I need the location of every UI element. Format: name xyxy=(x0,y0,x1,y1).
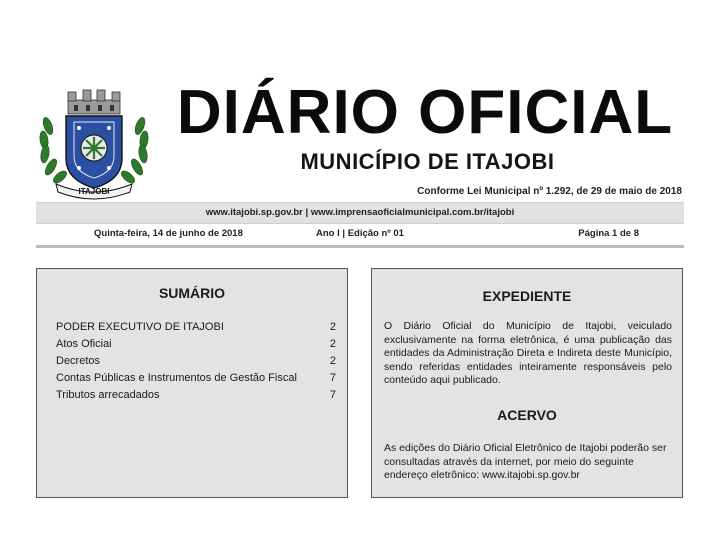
header-divider xyxy=(36,245,684,248)
municipality-name: MUNICÍPIO DE ITAJOBI xyxy=(300,149,555,174)
summary-item-page: 7 xyxy=(329,389,336,401)
acervo-text: As edições do Diário Oficial Eletrônico de Itajobi poderão ser consultadas através da internet, por meio do seguinte endereço eletrônico: www.itajobi.sp.gov.br xyxy=(384,442,667,481)
summary-box xyxy=(36,268,348,498)
url-bar: www.itajobi.sp.gov.br | www.imprensaoficialmunicipal.com.br/itajobi xyxy=(36,202,684,224)
acervo-title: ACERVO xyxy=(497,407,557,423)
newspaper-title: DIÁRIO OFICIAL xyxy=(176,78,674,147)
summary-title: SUMÁRIO xyxy=(158,285,226,301)
crest-ribbon-text: ITAJOBI xyxy=(78,187,110,196)
summary-item-page: 2 xyxy=(329,355,336,367)
issue-date: Quinta-feira, 14 de junho de 2018 xyxy=(94,228,243,239)
page-indicator: Página 1 de 8 xyxy=(578,228,639,239)
summary-item-page: 7 xyxy=(329,372,336,384)
summary-item[interactable] xyxy=(56,387,336,404)
issue-info-row xyxy=(36,223,684,245)
summary-item-label: Atos Oficiai xyxy=(56,338,112,350)
summary-item-label: PODER EXECUTIVO DE ITAJOBI xyxy=(56,321,224,333)
summary-item[interactable] xyxy=(56,319,336,336)
summary-item-label: Contas Públicas e Instrumentos de Gestão Fiscal xyxy=(56,372,297,384)
expediente-title: EXPEDIENTE xyxy=(482,288,572,304)
coat-of-arms-icon xyxy=(34,88,154,200)
expediente-text: O Diário Oficial do Município de Itajobi, veiculado exclusivamente na forma eletrônica, é uma publicação das entidades da Administração Direta e Indireta deste Município, sendo referidas entidades inteiramente responsáveis pelo conteúdo aqui publicado. xyxy=(384,320,672,386)
edition-number: Ano I | Edição nº 01 xyxy=(316,228,404,239)
summary-item-page: 2 xyxy=(329,338,336,350)
expediente-box xyxy=(371,268,683,498)
summary-item[interactable] xyxy=(56,336,336,353)
summary-item[interactable] xyxy=(56,353,336,370)
summary-item-label: Decretos xyxy=(56,355,101,367)
law-reference: Conforme Lei Municipal nº 1.292, de 29 de maio de 2018 xyxy=(417,186,682,197)
summary-item[interactable] xyxy=(56,370,336,387)
summary-item-label: Tributos arrecadados xyxy=(56,389,160,401)
summary-list xyxy=(56,319,336,404)
summary-item-page: 2 xyxy=(329,321,336,333)
